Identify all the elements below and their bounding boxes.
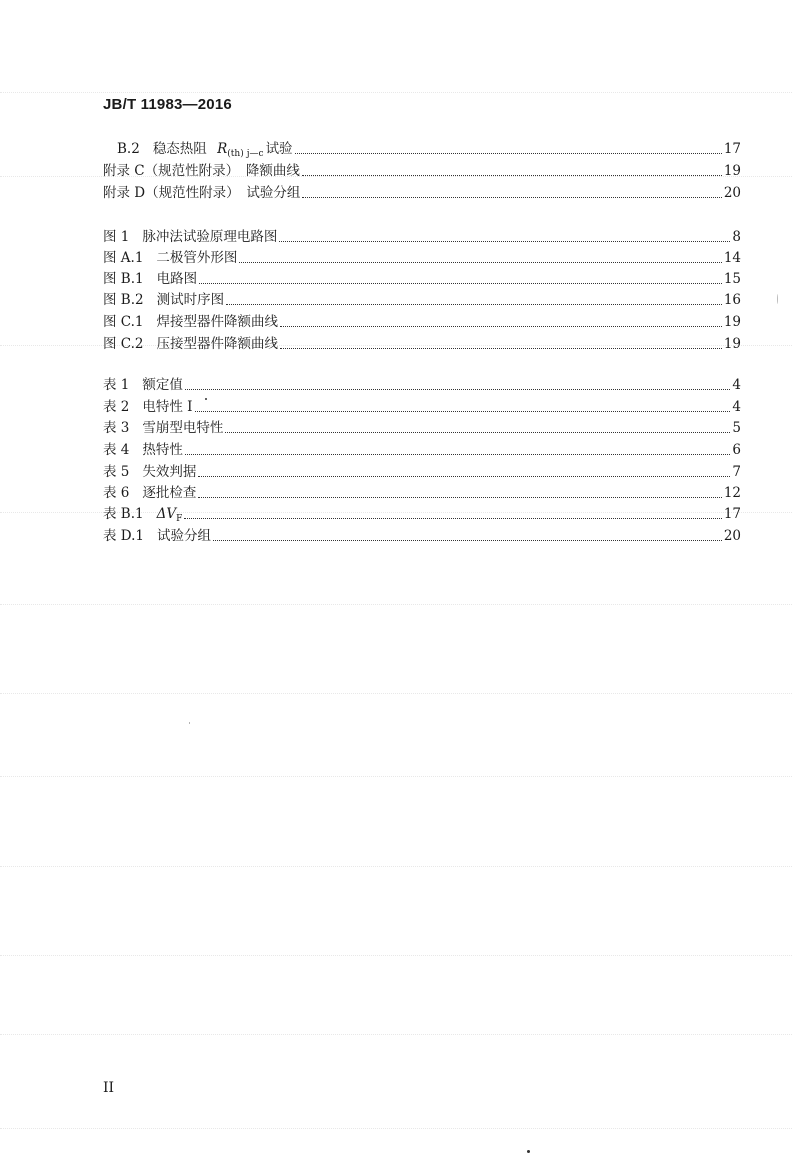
toc-page-number: 15 — [723, 271, 741, 287]
toc-title: 电路图 — [156, 271, 198, 287]
toc-number: 图 1 — [103, 229, 130, 245]
dot-leader — [184, 518, 721, 519]
thermal-resistance-symbol: R — [217, 141, 228, 157]
delta-vf-symbol: ΔV — [156, 506, 177, 522]
scan-artifact-line — [0, 693, 792, 694]
toc-page-number: 8 — [732, 229, 741, 245]
scan-artifact-line — [0, 776, 792, 777]
toc-entry-appendix-d[interactable] — [103, 182, 741, 202]
toc-title: 试验分组 — [157, 528, 212, 544]
toc-number: 附录 C — [103, 163, 145, 179]
toc-number: 表 1 — [103, 377, 130, 393]
toc-number: 表 6 — [103, 485, 130, 501]
dot-leader — [198, 497, 721, 498]
toc-entry-table[interactable] — [103, 525, 741, 545]
toc-title: （规范性附录） 试验分组 — [145, 185, 301, 201]
toc-entry-table[interactable] — [103, 482, 741, 502]
scan-artifact-line — [0, 866, 792, 867]
toc-entry-table[interactable] — [103, 396, 741, 416]
toc-number: 附录 D — [103, 185, 146, 201]
subscript-th: (th) — [227, 149, 244, 159]
toc-label — [103, 441, 183, 459]
toc-title — [157, 505, 183, 523]
toc-number: 表 5 — [103, 464, 130, 480]
dot-leader — [279, 241, 730, 242]
toc-page-number: 4 — [732, 399, 741, 415]
toc-entry-figure[interactable] — [103, 333, 741, 353]
toc-title: 额定值 — [142, 377, 183, 393]
toc-entry-table[interactable] — [103, 439, 741, 459]
toc-title-prefix: 稳态热阻 — [152, 141, 207, 157]
toc-page-number: 19 — [723, 336, 741, 352]
toc-label — [103, 398, 193, 416]
toc-label — [103, 184, 300, 202]
toc-number: 表 B.1 — [103, 506, 144, 522]
toc-entry-figure[interactable] — [103, 247, 741, 267]
dot-leader — [280, 348, 722, 349]
toc-number: 表 4 — [103, 442, 130, 458]
dot-leader — [226, 304, 722, 305]
toc-entry-figure[interactable] — [103, 268, 741, 288]
toc-title: 压接型器件降额曲线 — [156, 336, 279, 352]
toc-label — [103, 376, 183, 394]
toc-title: 二极管外形图 — [156, 250, 238, 266]
toc-page-number: 6 — [732, 442, 741, 458]
subscript-f: F — [176, 514, 183, 524]
toc-entry-figure[interactable] — [103, 289, 741, 309]
scan-speck — [527, 1150, 530, 1153]
toc-number: 图 B.1 — [103, 271, 144, 287]
toc-entry-table[interactable] — [103, 374, 741, 394]
toc-title — [153, 140, 293, 158]
toc-title: 电特性 I — [142, 399, 193, 415]
toc-number: 图 C.1 — [103, 314, 144, 330]
dot-leader — [302, 197, 721, 198]
toc-label — [103, 527, 211, 545]
toc-title: 失效判据 — [142, 464, 197, 480]
toc-label — [103, 291, 224, 309]
scan-speck — [777, 294, 778, 304]
dot-leader — [195, 411, 731, 412]
toc-title-suffix: 试验 — [265, 141, 293, 157]
toc-number: 图 B.2 — [103, 292, 144, 308]
toc-page-number: 14 — [723, 250, 741, 266]
toc-page-number: 12 — [723, 485, 741, 501]
dot-leader — [185, 389, 731, 390]
toc-title: 雪崩型电特性 — [142, 420, 224, 436]
toc-entry-appendix-c[interactable] — [103, 160, 741, 180]
toc-entry-table[interactable] — [103, 417, 741, 437]
toc-title: 热特性 — [142, 442, 183, 458]
toc-label — [103, 463, 196, 481]
toc-number: B.2 — [117, 141, 140, 157]
dot-leader — [185, 454, 731, 455]
toc-label — [103, 270, 197, 288]
dot-leader — [213, 540, 722, 541]
toc-page-number: 19 — [723, 163, 741, 179]
scan-artifact-line — [0, 92, 792, 93]
scan-speck — [205, 398, 207, 400]
toc-entry-table[interactable] — [103, 503, 741, 523]
dot-leader — [302, 175, 722, 176]
dot-leader — [280, 326, 722, 327]
toc-number: 表 D.1 — [103, 528, 145, 544]
toc-label — [103, 228, 277, 246]
toc-page-number: 17 — [723, 506, 741, 522]
toc-label — [117, 140, 293, 158]
toc-label — [103, 505, 182, 523]
toc-title: 焊接型器件降额曲线 — [156, 314, 279, 330]
toc-page-number: 4 — [732, 377, 741, 393]
toc-page-number: 16 — [723, 292, 741, 308]
toc-number: 表 2 — [103, 399, 130, 415]
scan-artifact-line — [0, 955, 792, 956]
toc-entry-table[interactable] — [103, 461, 741, 481]
toc-label — [103, 484, 196, 502]
dot-leader — [239, 262, 721, 263]
toc-label — [103, 162, 300, 180]
toc-title: （规范性附录） 降额曲线 — [144, 163, 300, 179]
dot-leader — [199, 283, 722, 284]
dot-leader — [295, 153, 722, 154]
toc-label — [103, 249, 237, 267]
toc-label — [103, 313, 278, 331]
toc-number: 图 A.1 — [103, 250, 144, 266]
toc-title: 脉冲法试验原理电路图 — [142, 229, 278, 245]
scan-artifact-line — [0, 1034, 792, 1035]
toc-page-number: 7 — [732, 464, 741, 480]
page-number-footer: II — [103, 1080, 115, 1096]
toc-entry-appendix-b2[interactable] — [117, 138, 741, 158]
toc-number: 图 C.2 — [103, 336, 144, 352]
toc-page-number: 17 — [723, 141, 741, 157]
scan-speck — [189, 722, 190, 724]
subscript-jc: j—c — [246, 149, 264, 159]
toc-label — [103, 335, 278, 353]
toc-page-number: 19 — [723, 314, 741, 330]
toc-page-number: 5 — [732, 420, 741, 436]
toc-page-number: 20 — [723, 528, 741, 544]
toc-title: 逐批检查 — [142, 485, 197, 501]
document-code-header: JB/T 11983—2016 — [103, 96, 232, 113]
scan-artifact-line — [0, 604, 792, 605]
toc-title: 测试时序图 — [156, 292, 225, 308]
toc-label — [103, 419, 223, 437]
scan-artifact-line — [0, 1128, 792, 1129]
toc-number: 表 3 — [103, 420, 130, 436]
dot-leader — [198, 476, 730, 477]
dot-leader — [225, 432, 730, 433]
toc-entry-figure[interactable] — [103, 311, 741, 331]
toc-page-number: 20 — [723, 185, 741, 201]
toc-entry-figure[interactable] — [103, 226, 741, 246]
